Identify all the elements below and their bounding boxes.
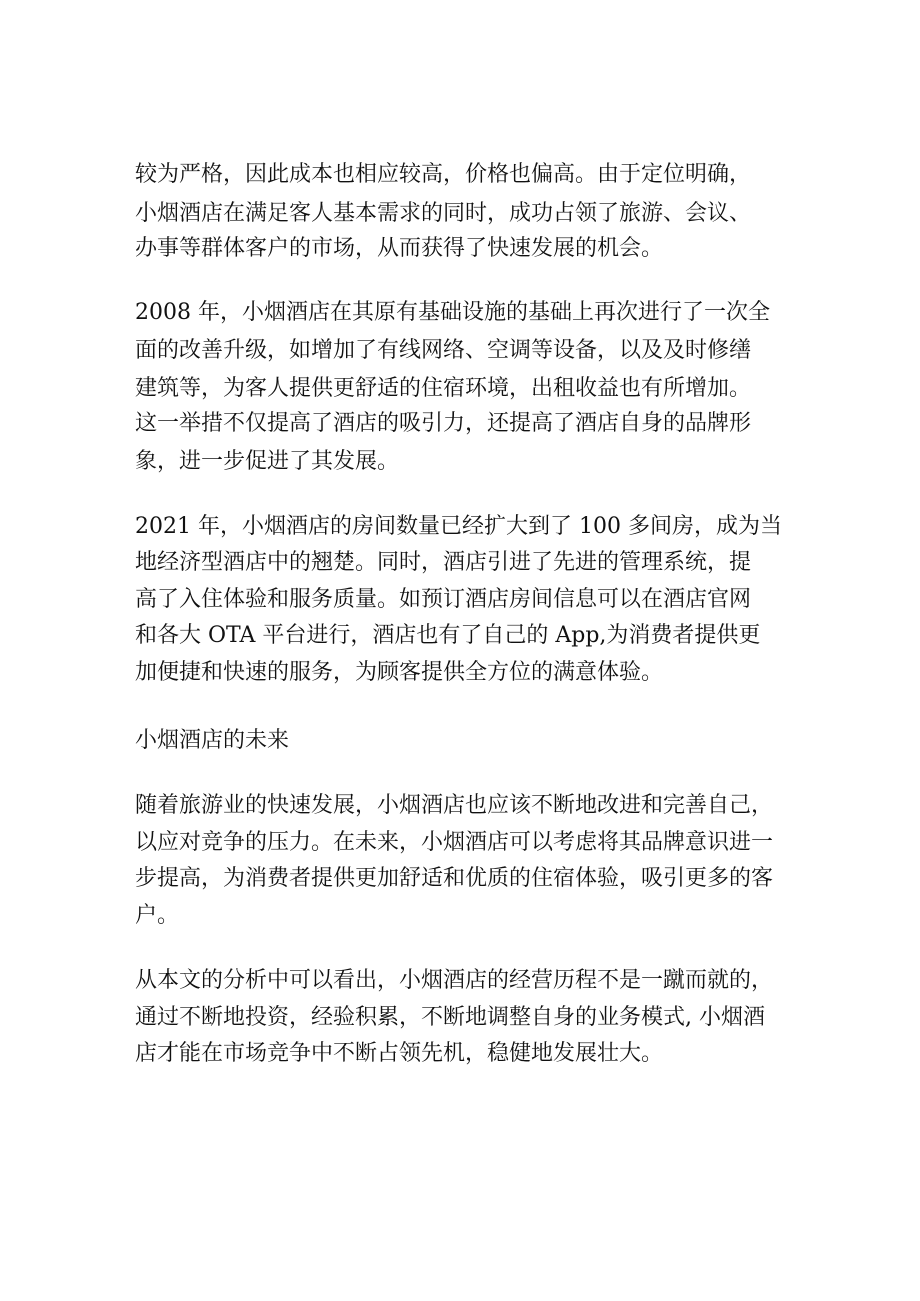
section-heading: 小烟酒店的未来	[135, 728, 290, 753]
paragraph-2-line-4: 这一举措不仅提高了酒店的吸引力，还提高了酒店自身的品牌形	[135, 411, 752, 436]
paragraph-3-line-4: 和各大 OTA 平台进行，酒店也有了自己的 App,为消费者提供更	[135, 623, 761, 648]
paragraph-2-line-3: 建筑等，为客人提供更舒适的住宿环境，出租收益也有所增加。	[135, 376, 752, 401]
paragraph-6-line-2: 通过不断地投资，经验积累，不断地调整自身的业务模式, 小烟酒	[135, 1005, 765, 1030]
paragraph-3-line-5: 加便捷和快速的服务，为顾客提供全方位的满意体验。	[135, 660, 664, 685]
paragraph-3-line-1: 2021 年，小烟酒店的房间数量已经扩大到了 100 多间房，成为当	[135, 514, 782, 539]
paragraph-1-line-2: 小烟酒店在满足客人基本需求的同时，成功占领了旅游、会议、	[135, 201, 752, 226]
paragraph-6-line-1: 从本文的分析中可以看出，小烟酒店的经营历程不是一蹴而就的，	[135, 968, 774, 993]
paragraph-5-line-2: 以应对竞争的压力。在未来，小烟酒店可以考虑将其品牌意识进一	[135, 830, 774, 855]
paragraph-5-line-4: 户。	[135, 903, 180, 928]
paragraph-5-line-1: 随着旅游业的快速发展，小烟酒店也应该不断地改进和完善自己，	[135, 793, 774, 818]
paragraph-6-line-3: 店才能在市场竞争中不断占领先机，稳健地发展壮大。	[135, 1041, 664, 1066]
paragraph-1-line-3: 办事等群体客户的市场，从而获得了快速发展的机会。	[135, 236, 664, 261]
paragraph-2-line-1: 2008 年，小烟酒店在其原有基础设施的基础上再次进行了一次全	[135, 300, 770, 325]
paragraph-5-line-3: 步提高，为消费者提供更加舒适和优质的住宿体验，吸引更多的客	[135, 866, 774, 891]
paragraph-3-line-2: 地经济型酒店中的翘楚。同时，酒店引进了先进的管理系统，提	[135, 550, 752, 575]
paragraph-3-line-3: 高了入住体验和服务质量。如预订酒店房间信息可以在酒店官网	[135, 587, 752, 612]
paragraph-2-line-2: 面的改善升级，如增加了有线网络、空调等设备，以及及时修缮	[135, 338, 752, 363]
paragraph-2-line-5: 象，进一步促进了其发展。	[135, 449, 400, 474]
paragraph-1-line-1: 较为严格，因此成本也相应较高，价格也偏高。由于定位明确，	[135, 162, 752, 187]
